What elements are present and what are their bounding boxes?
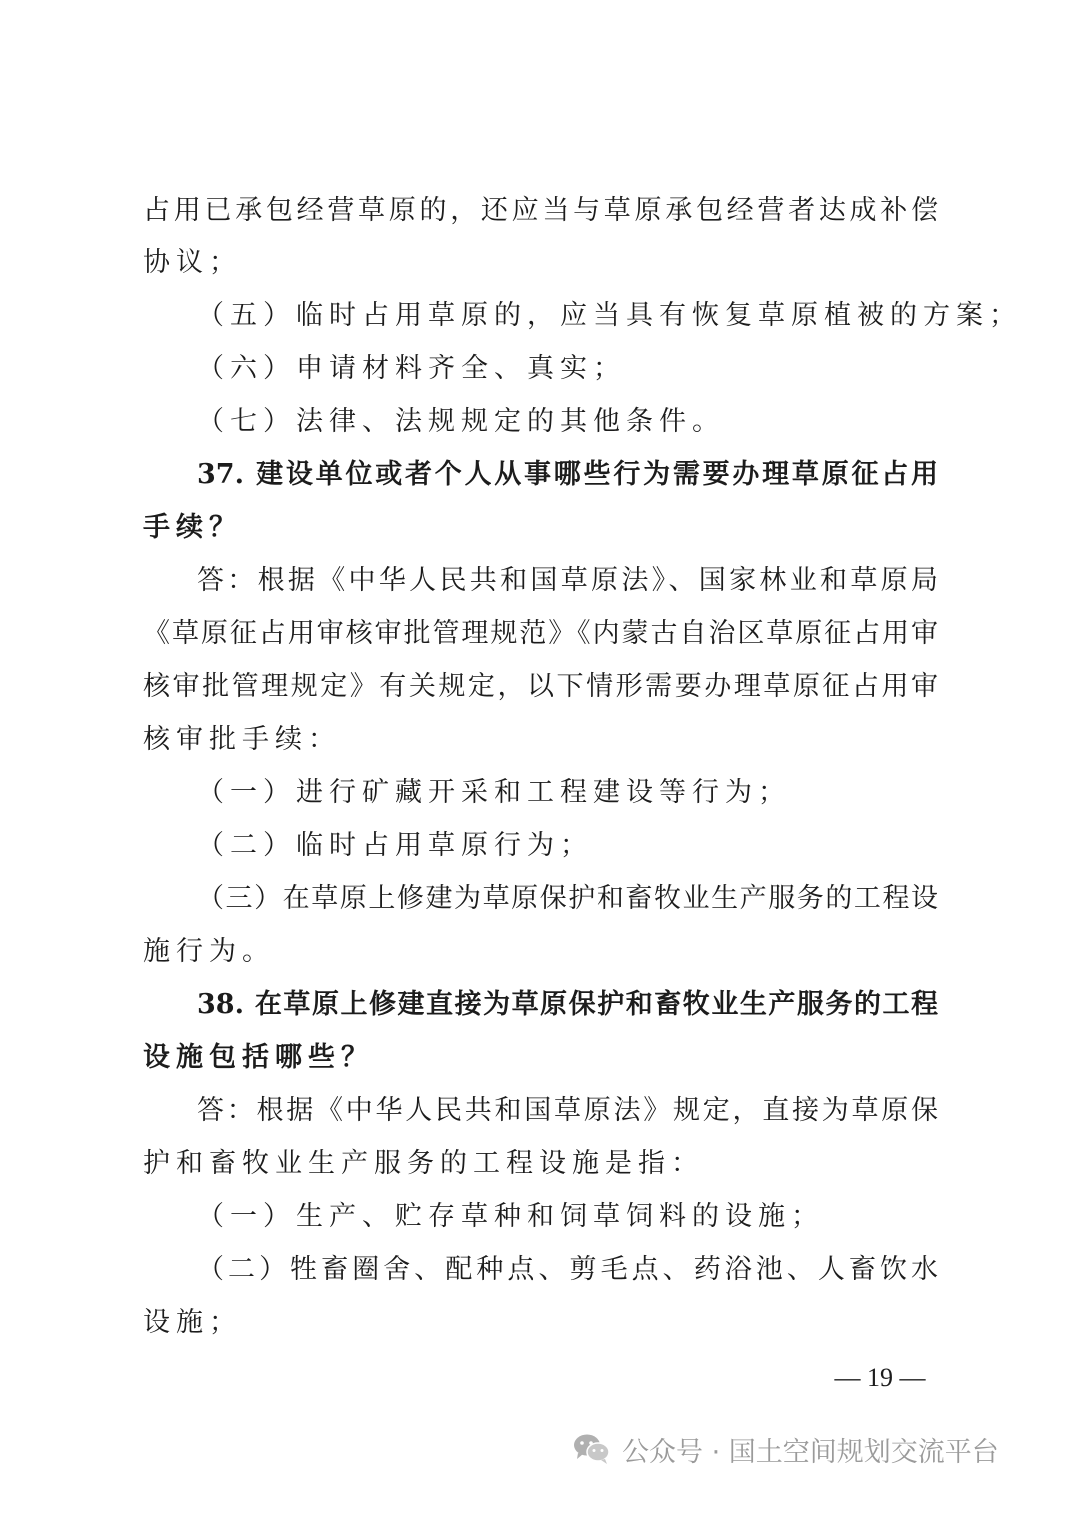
list-item: （二）临时占用草原行为； [197,830,593,861]
question-heading: 设施包括哪些？ [143,1042,374,1073]
list-item: （三）在草原上修建为草原保护和畜牧业生产服务的工程设 [197,883,938,914]
paragraph-line: 协议； [143,247,242,278]
list-item: （七）法律、法规规定的其他条件。 [197,406,725,437]
page-number: — 19 — [834,1363,926,1392]
list-item: 设施； [143,1307,242,1338]
watermark-text: 公众号 · 国土空间规划交流平台 [622,1436,999,1468]
question-heading: 手续？ [143,512,242,543]
list-item: （一）生产、贮存草种和饲草饲料的设施； [197,1201,824,1232]
question-heading: 38. 在草原上修建直接为草原保护和畜牧业生产服务的工程 [197,989,938,1020]
list-item: （一）进行矿藏开采和工程建设等行为； [197,777,791,808]
answer-paragraph-line: 答：根据《中华人民共和国草原法》、国家林业和草原局 [197,565,938,596]
answer-paragraph-line: 核审批管理规定》有关规定，以下情形需要办理草原征占用审 [143,671,938,702]
list-item: （五）临时占用草原的，应当具有恢复草原植被的方案； [197,300,1022,331]
paragraph-line: 占用已承包经营草原的，还应当与草原承包经营者达成补偿 [143,195,938,226]
answer-paragraph-line: 答：根据《中华人民共和国草原法》规定，直接为草原保 [197,1095,938,1126]
watermark [572,1424,1052,1474]
list-item: （二）牲畜圈舍、配种点、剪毛点、药浴池、人畜饮水 [197,1254,938,1285]
answer-paragraph-line: 护和畜牧业生产服务的工程设施是指： [143,1148,704,1179]
question-heading: 37. 建设单位或者个人从事哪些行为需要办理草原征占用 [197,459,938,490]
answer-paragraph-line: 核审批手续： [143,724,341,755]
answer-paragraph-line: 《草原征占用审核审批管理规范》《内蒙古自治区草原征占用审 [143,618,938,649]
wechat-icon [572,1432,612,1466]
list-item: （六）申请材料齐全、真实； [197,353,626,384]
list-item: 施行为。 [143,936,275,967]
